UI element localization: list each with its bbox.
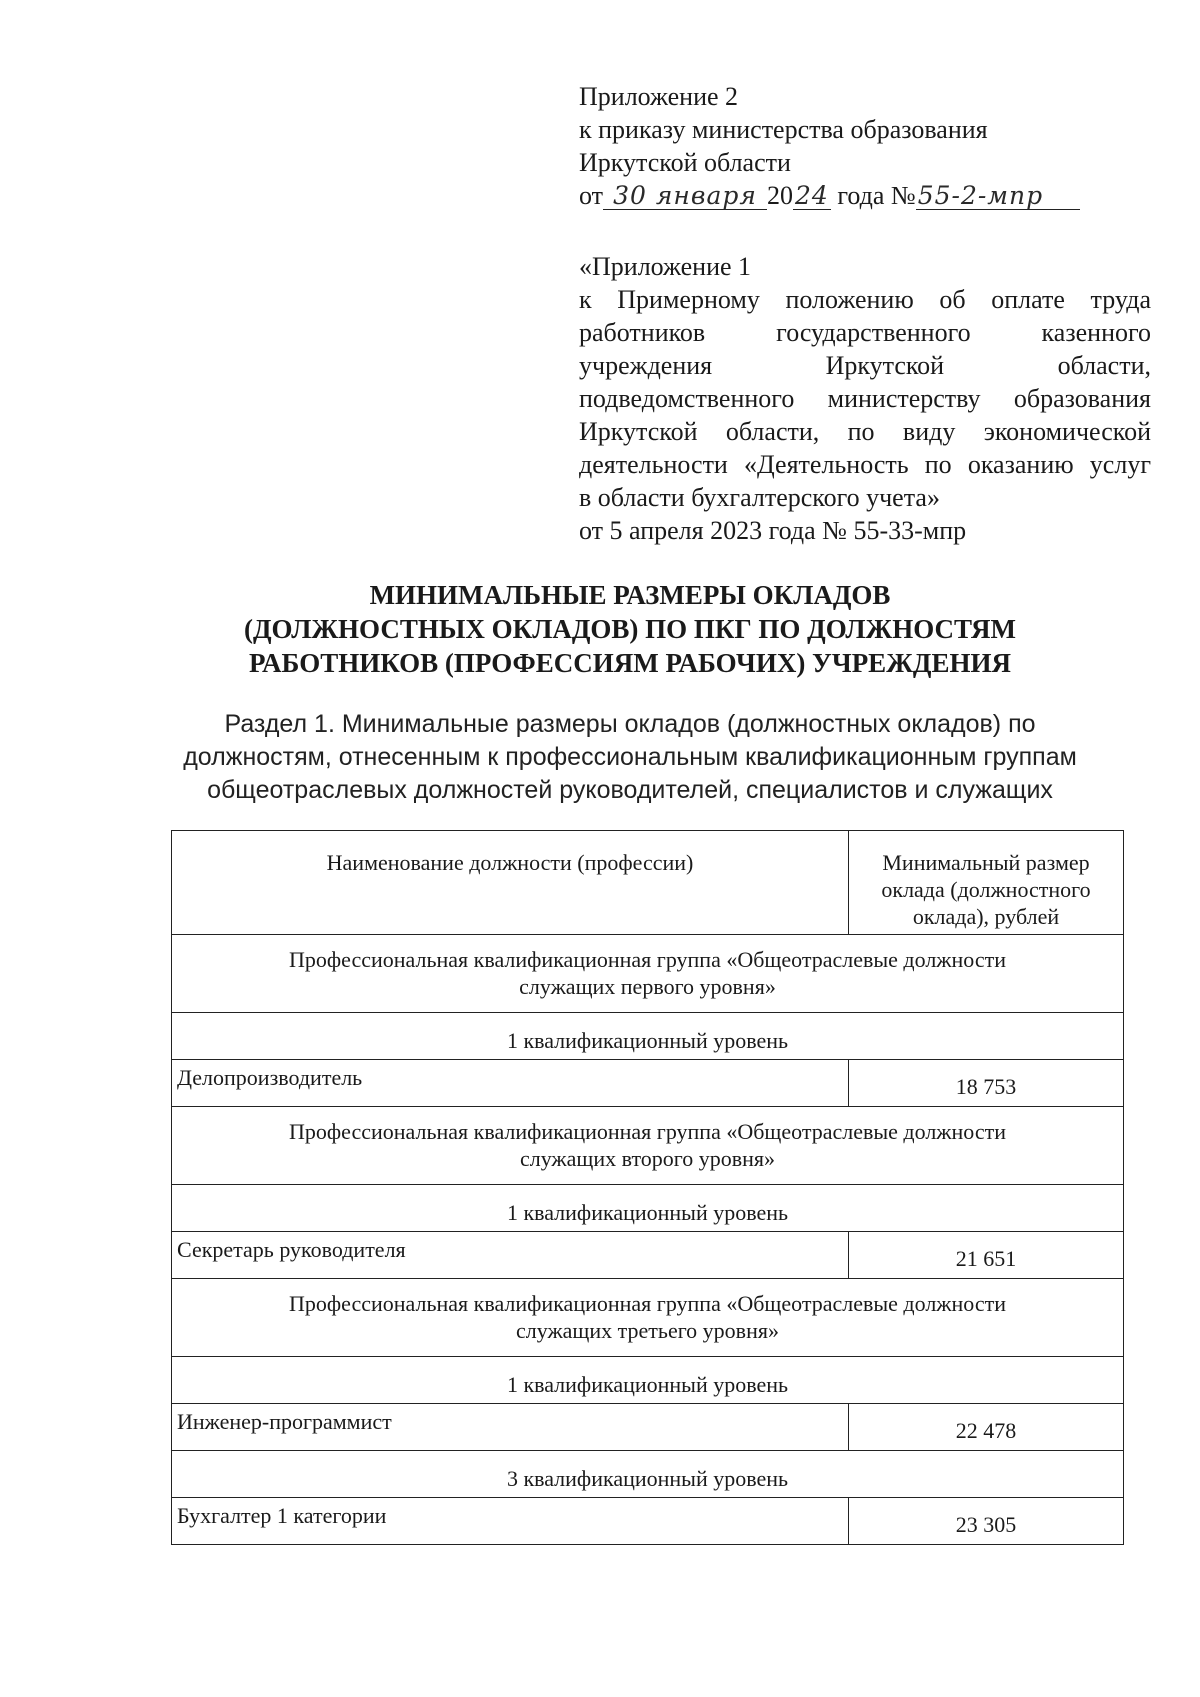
- section-line: общеотраслевых должностей руководителей, специалистов и служащих: [207, 776, 1053, 804]
- position-name-cell: Инженер-программист: [172, 1404, 849, 1451]
- group-line: служащих третьего уровня»: [516, 1318, 779, 1343]
- salary-table: [171, 830, 1124, 1545]
- title-line: РАБОТНИКОВ (ПРОФЕССИЯМ РАБОЧИХ) УЧРЕЖДЕНИЯ: [249, 648, 1011, 678]
- table-row-group: [172, 1279, 1124, 1357]
- annex1-line: деятельности «Деятельность по оказанию услуг: [579, 450, 1151, 479]
- table-header-row: [172, 831, 1124, 935]
- header-min-salary-line: оклада (должностного: [881, 877, 1091, 902]
- date-year-prefix: 20: [767, 181, 794, 210]
- appendix-header: [579, 80, 1149, 212]
- handwritten-day-month: 30 января: [613, 181, 757, 210]
- annex1-line: к Примерному положению об оплате труда: [579, 285, 1151, 314]
- group-cell: [172, 935, 1124, 1013]
- position-salary-cell: 18 753: [849, 1060, 1124, 1107]
- table-row-level: [172, 1357, 1124, 1404]
- position-salary-cell: 21 651: [849, 1232, 1124, 1279]
- table-row-group: [172, 935, 1124, 1013]
- handwritten-year: 24: [795, 181, 829, 210]
- appendix-region: Иркутской области: [579, 148, 791, 177]
- section-heading: [150, 708, 1110, 807]
- annex1-line: учреждения Иркутской области,: [579, 351, 1151, 380]
- group-cell: [172, 1107, 1124, 1185]
- group-line: Профессиональная квалификационная группа «Общеотраслевые должности: [289, 947, 1006, 972]
- date-prefix: от: [579, 181, 604, 210]
- order-number-field: [916, 183, 1080, 210]
- table-row-position: [172, 1232, 1124, 1279]
- appendix-title: Приложение 2: [579, 82, 739, 111]
- handwritten-order-number: 55-2-мпр: [917, 181, 1044, 210]
- annex1-line: Иркутской области, по виду экономической: [579, 417, 1151, 446]
- appendix-date-line: [579, 179, 1149, 212]
- group-line: служащих второго уровня»: [519, 1146, 776, 1171]
- header-min-salary-line: Минимальный размер: [882, 850, 1090, 875]
- level-cell: 1 квалификационный уровень: [172, 1357, 1124, 1404]
- section-line: должностям, отнесенным к профессиональным квалификационным группам: [183, 743, 1077, 771]
- document-title: [180, 578, 1080, 680]
- title-line: (ДОЛЖНОСТНЫХ ОКЛАДОВ) ПО ПКГ ПО ДОЛЖНОСТЯМ: [243, 614, 1017, 644]
- level-cell: 1 квалификационный уровень: [172, 1013, 1124, 1060]
- date-year-field: [793, 183, 831, 210]
- table-row-position: [172, 1404, 1124, 1451]
- table-row-position: [172, 1060, 1124, 1107]
- date-year-word: года №: [837, 181, 916, 210]
- position-name-cell: Делопроизводитель: [172, 1060, 849, 1107]
- annex1-line: подведомственного министерству образования: [579, 384, 1151, 413]
- level-cell: 3 квалификационный уровень: [172, 1451, 1124, 1498]
- level-cell: 1 квалификационный уровень: [172, 1185, 1124, 1232]
- group-line: Профессиональная квалификационная группа «Общеотраслевые должности: [289, 1291, 1006, 1316]
- table-row-position: [172, 1498, 1124, 1545]
- annex1-line: работников государственного казенного: [579, 318, 1151, 347]
- table-row-group: [172, 1107, 1124, 1185]
- appendix-order-ref: к приказу министерства образования: [579, 115, 988, 144]
- table-row-level: [172, 1013, 1124, 1060]
- title-line: МИНИМАЛЬНЫЕ РАЗМЕРЫ ОКЛАДОВ: [369, 580, 891, 610]
- position-name-cell: Секретарь руководителя: [172, 1232, 849, 1279]
- position-name-cell: Бухгалтер 1 категории: [172, 1498, 849, 1545]
- group-cell: [172, 1279, 1124, 1357]
- date-day-month-field: [603, 183, 767, 210]
- position-salary-cell: 22 478: [849, 1404, 1124, 1451]
- group-line: Профессиональная квалификационная группа «Общеотраслевые должности: [289, 1119, 1006, 1144]
- header-position-name: Наименование должности (профессии): [172, 831, 849, 935]
- header-min-salary: [849, 831, 1124, 935]
- annex1-line: в области бухгалтерского учета»: [579, 483, 940, 512]
- table-row-level: [172, 1451, 1124, 1498]
- annex1-block: [579, 250, 1151, 547]
- group-line: служащих первого уровня»: [519, 974, 776, 999]
- section-line: Раздел 1. Минимальные размеры окладов (должностных окладов) по: [224, 710, 1036, 738]
- annex1-line: «Приложение 1: [579, 252, 752, 281]
- header-min-salary-line: оклада), рублей: [912, 904, 1060, 929]
- position-salary-cell: 23 305: [849, 1498, 1124, 1545]
- table-row-level: [172, 1185, 1124, 1232]
- annex1-line: от 5 апреля 2023 года № 55-33-мпр: [579, 516, 967, 545]
